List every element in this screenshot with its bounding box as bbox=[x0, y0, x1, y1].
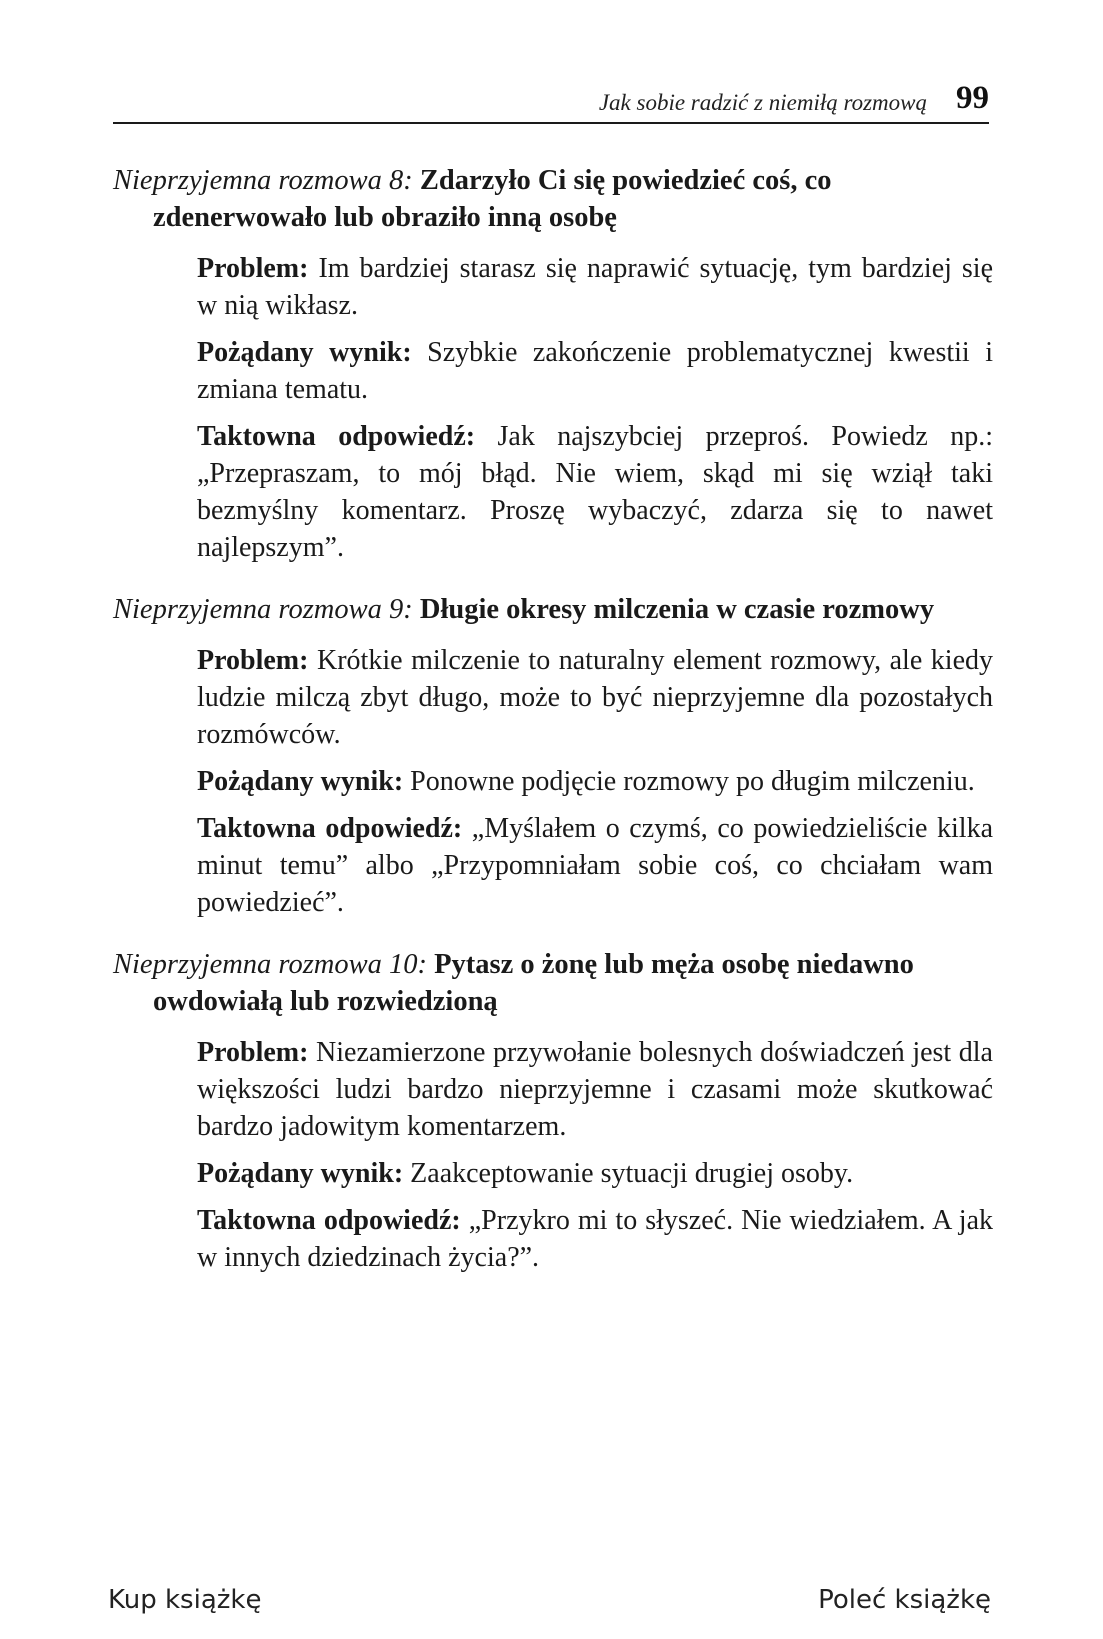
paragraph-label: Taktowna odpowiedź: bbox=[197, 1205, 461, 1236]
desired-result-paragraph bbox=[113, 763, 993, 800]
section-label: Nieprzyjemna rozmowa 10: bbox=[113, 949, 428, 980]
section-title: Zdarzyło Ci się powiedzieć coś, co zdenerwowało lub obraziło inną osobę bbox=[153, 165, 832, 233]
paragraph-text: „Myślałem o czymś, co powiedzieliście kilka minut temu” albo „Przypomniałam sobie coś, co chciałam wam powiedzieć”. bbox=[197, 813, 993, 918]
running-title: Jak sobie radzić z niemiłą rozmową bbox=[598, 90, 927, 115]
paragraph-text: Jak najszybciej przeproś. Powiedz np.: „Przepraszam, to mój błąd. Nie wiem, skąd mi się wziął taki bezmyślny komentarz. Proszę wybaczyć, zdarza się to nawet najlepszym”. bbox=[197, 421, 993, 563]
paragraph-label: Pożądany wynik: bbox=[197, 1158, 404, 1189]
tactful-answer-paragraph bbox=[113, 810, 993, 921]
paragraph-label: Taktowna odpowiedź: bbox=[197, 813, 463, 844]
desired-result-paragraph bbox=[113, 1155, 993, 1192]
running-header bbox=[113, 80, 989, 124]
paragraph-label: Problem: bbox=[197, 1037, 309, 1068]
recommend-book-link[interactable]: Poleć książkę bbox=[818, 1585, 991, 1615]
paragraph-text: „Przykro mi to słyszeć. Nie wiedziałem. A jak w innych dziedzinach życia?”. bbox=[197, 1205, 993, 1273]
section-conversation-9 bbox=[113, 591, 993, 921]
section-heading bbox=[113, 162, 993, 236]
buy-book-link[interactable]: Kup książkę bbox=[108, 1585, 262, 1615]
paragraph-text: Szybkie zakończenie problematycznej kwestii i zmiana tematu. bbox=[197, 337, 993, 405]
paragraph-label: Problem: bbox=[197, 645, 309, 676]
paragraph-label: Problem: bbox=[197, 253, 309, 284]
paragraph-label: Pożądany wynik: bbox=[197, 337, 412, 368]
paragraph-text: Niezamierzone przywołanie bolesnych doświadczeń jest dla większości ludzi bardzo nieprzyjemne i czasami może skutkować bardzo jadowitym komentarzem. bbox=[197, 1037, 993, 1142]
section-heading bbox=[113, 946, 993, 1020]
section-conversation-8 bbox=[113, 162, 993, 566]
desired-result-paragraph bbox=[113, 334, 993, 408]
problem-paragraph bbox=[113, 642, 993, 753]
paragraph-text: Zaakceptowanie sytuacji drugiej osoby. bbox=[410, 1158, 854, 1189]
section-title: Pytasz o żonę lub męża osobę niedawno owdowiałą lub rozwiedzioną bbox=[153, 949, 914, 1017]
section-heading bbox=[113, 591, 993, 628]
paragraph-text: Im bardziej starasz się naprawić sytuację, tym bardziej się w nią wikłasz. bbox=[197, 253, 993, 321]
paragraph-label: Pożądany wynik: bbox=[197, 766, 404, 797]
paragraph-label: Taktowna odpowiedź: bbox=[197, 421, 476, 452]
tactful-answer-paragraph bbox=[113, 418, 993, 566]
paragraph-text: Krótkie milczenie to naturalny element rozmowy, ale kiedy ludzie milczą zbyt długo, może to być nieprzyjemne dla pozostałych rozmówców. bbox=[197, 645, 994, 750]
tactful-answer-paragraph bbox=[113, 1202, 993, 1276]
problem-paragraph bbox=[113, 1034, 993, 1145]
problem-paragraph bbox=[113, 250, 993, 324]
paragraph-text: Ponowne podjęcie rozmowy po długim milczeniu. bbox=[410, 766, 975, 797]
page-content bbox=[113, 162, 993, 1286]
section-conversation-10 bbox=[113, 946, 993, 1276]
section-title: Długie okresy milczenia w czasie rozmowy bbox=[419, 594, 935, 625]
page-number: 99 bbox=[956, 80, 989, 116]
section-label: Nieprzyjemna rozmowa 8: bbox=[113, 165, 413, 196]
section-label: Nieprzyjemna rozmowa 9: bbox=[113, 594, 413, 625]
